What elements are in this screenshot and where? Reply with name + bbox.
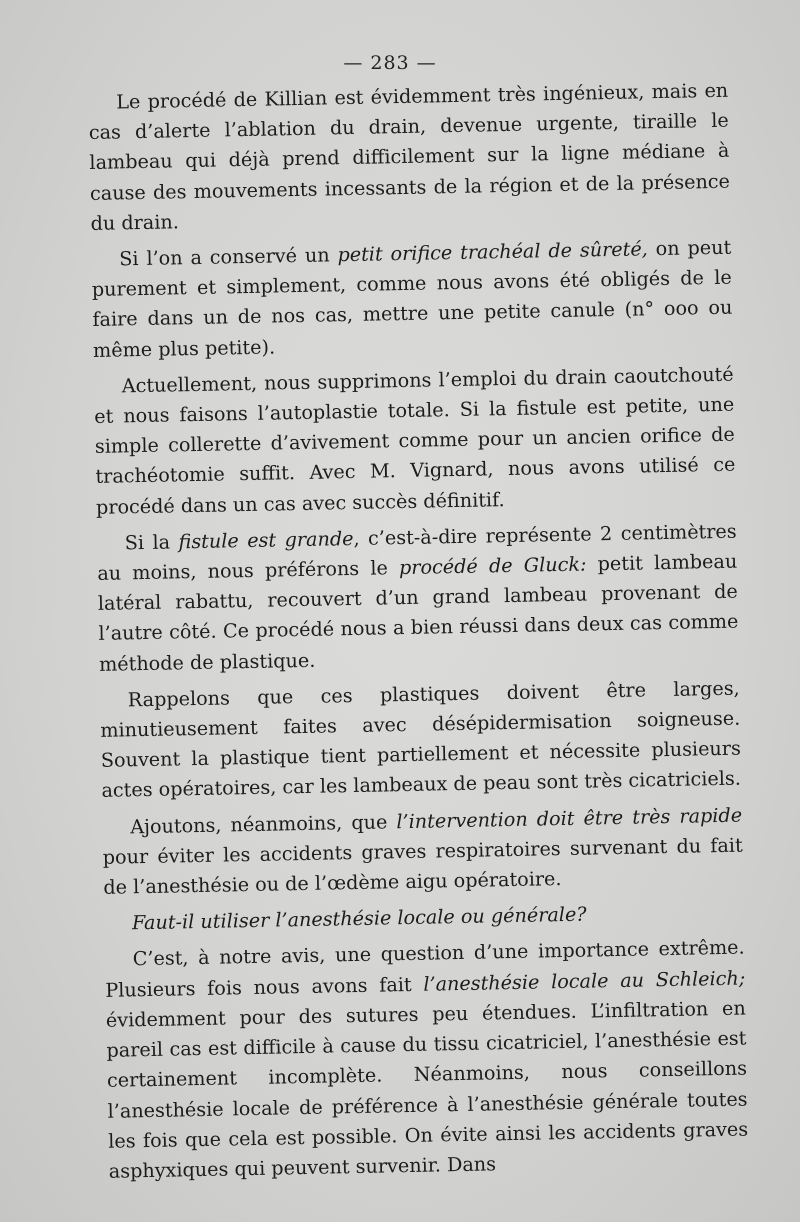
paragraph xyxy=(104,933,749,1187)
italic-run: fistule est grande xyxy=(178,526,354,554)
text-run: Le procédé de Killian est évidemment très ingénieux, mais en cas d’alerte l’ablation du drain, devenue urgente, tiraille le lambeau qui déjà prend difficilement sur la ligne médiane à cause des mouvements incessants de la région et de la présence du drain. xyxy=(88,78,731,235)
text-run: , c’est-à-dire représente 2 centimètres au moins, nous préférons le xyxy=(97,519,737,585)
text-run: évidemment pour des sutures peu étendues. L’infiltration en pareil cas est difficile à cause du tissu cicatriciel, l’anesthésie est certainement incomplète. Néanmoins, nous conseillons l’anesthésie locale de préférence à l’anesthésie générale toutes les fois que cela est possible. On évite ainsi les accidents graves asphyxiques qui peuvent survenir. Dans xyxy=(105,996,749,1183)
text-run: Rappelons que ces plastiques doivent être larges, minutieusement faites avec désépidermisation soigneuse. Souvent la plastique tient partiellement et nécessite plusieurs actes opératoires, car les lambeaux de peau sont très cicatriciels. xyxy=(100,676,742,803)
text-run: C’est, à notre avis, une question d’une importance extrême. Plusieurs fois nous avons fait xyxy=(105,936,745,1002)
paragraph xyxy=(93,359,736,522)
italic-run: l’anesthésie locale au Schleich; xyxy=(423,966,746,996)
italic-run: Faut-il utiliser l’anesthésie locale ou générale? xyxy=(131,902,587,935)
paragraph xyxy=(102,800,744,903)
paragraph xyxy=(88,76,731,239)
paragraph xyxy=(104,897,744,939)
paragraph xyxy=(91,233,733,366)
text-run: petit lambeau latéral rabattu, recouvert d’un grand lambeau provenant de l’autre côté. Ce procédé nous a bien réussi dans deux cas comme méthode de plastique. xyxy=(97,549,739,676)
text-run: pour éviter les accidents graves respiratoires survenant du fait de l’anesthésie ou de l’œdème aigu opératoire. xyxy=(102,833,743,899)
text-run: Actuellement, nous supprimons l’emploi du drain caoutchouté et nous faisons l’autoplastie totale. Si la fistule est petite, une simple collerette d’avivement comme pour un ancien orifice de trachéotomie suffit. Avec M. Vignard, nous avons utilisé ce procédé dans un cas avec succès définitif. xyxy=(94,362,736,519)
text-run: Ajoutons, néanmoins, que xyxy=(129,809,397,838)
paragraph xyxy=(99,673,741,806)
paragraph xyxy=(96,516,739,679)
page-number: — 283 — xyxy=(343,52,437,74)
text-run: Si la xyxy=(124,530,179,555)
text-run: on peut purement et simplement, comme nous avons été obligés de le faire dans un de nos cas, mettre une petite canule (n° ooo ou même plus petite). xyxy=(91,235,733,362)
italic-run: petit orifice trachéal de sûreté, xyxy=(337,237,649,267)
italic-run: l’intervention doit être très rapide xyxy=(396,803,743,833)
text-run: Si l’on a conservé un xyxy=(119,243,338,271)
body-text xyxy=(88,76,749,1193)
italic-run: procédé de Gluck: xyxy=(398,552,587,580)
